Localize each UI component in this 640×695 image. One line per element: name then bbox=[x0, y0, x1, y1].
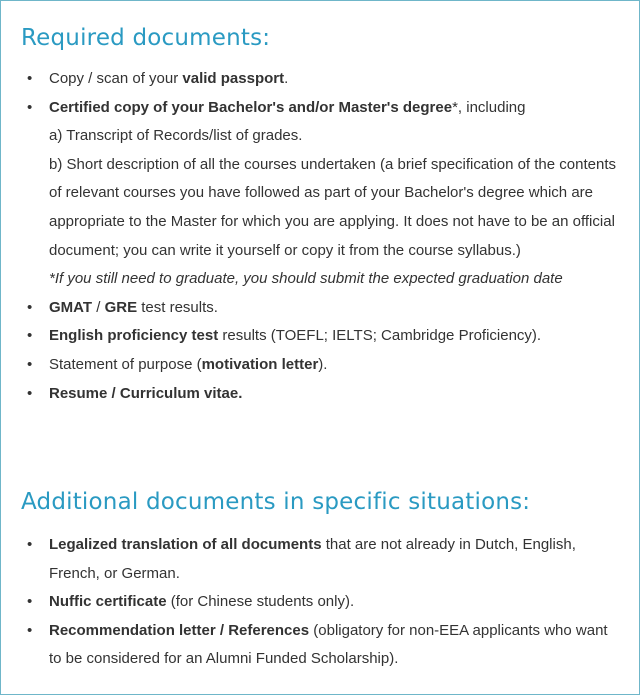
list-item-passport: • Copy / scan of your valid passport. bbox=[23, 65, 623, 94]
list-item-gmat: • GMAT / GRE test results. bbox=[23, 294, 623, 323]
list-item-degree: • Certified copy of your Bachelor's and/or Master's degree*, including a) Transcript of Records/list of grades. b) Short description of all the courses undertaken (a brief specification of the contents of relevant courses you have followed as part of your Bachelor's degree which are appropriate to the Master for which you are applying. It does not have to be an official document; you can write it yourself or copy it from the course syllabus.) *If you still need to graduate, you should submit the expected graduation date bbox=[23, 94, 623, 294]
degree-sub-a: a) Transcript of Records/list of grades. bbox=[49, 127, 303, 145]
additional-documents-list bbox=[23, 531, 623, 674]
bullet-icon: • bbox=[27, 98, 33, 116]
bullet-icon: • bbox=[27, 384, 33, 402]
required-documents-list bbox=[23, 65, 623, 408]
list-item-recommendation: • Recommendation letter / References (obligatory for non-EEA applicants who want to be considered for an Alumni Funded Scholarship). bbox=[23, 617, 623, 674]
list-item-statement: • Statement of purpose (motivation letter). bbox=[23, 351, 623, 380]
required-documents-heading: Required documents: bbox=[21, 25, 271, 51]
graduation-note: *If you still need to graduate, you should submit the expected graduation date bbox=[49, 270, 563, 288]
bullet-icon: • bbox=[27, 536, 33, 553]
list-item-nuffic: • Nuffic certificate (for Chinese students only). bbox=[23, 588, 623, 617]
list-item-english: • English proficiency test results (TOEFL; IELTS; Cambridge Proficiency). bbox=[23, 322, 623, 351]
bullet-icon: • bbox=[27, 355, 33, 373]
bullet-icon: • bbox=[27, 298, 33, 316]
list-item-resume: • Resume / Curriculum vitae. bbox=[23, 380, 623, 409]
additional-documents-heading: Additional documents in specific situations: bbox=[21, 489, 531, 515]
list-item-translation: • Legalized translation of all documents that are not already in Dutch, English, French, or German. bbox=[23, 531, 623, 588]
bullet-icon: • bbox=[27, 621, 33, 639]
bullet-icon: • bbox=[27, 70, 33, 87]
bullet-icon: • bbox=[27, 327, 33, 345]
degree-sub-b: b) Short description of all the courses undertaken (a brief specification of the contents of relevant courses you have followed as part of your Bachelor's degree which are appropriate to the Master for which you are applying. It does not have to be an official document; you can write it yourself or copy it from the course syllabus.) bbox=[49, 155, 616, 259]
bullet-icon: • bbox=[27, 593, 33, 611]
